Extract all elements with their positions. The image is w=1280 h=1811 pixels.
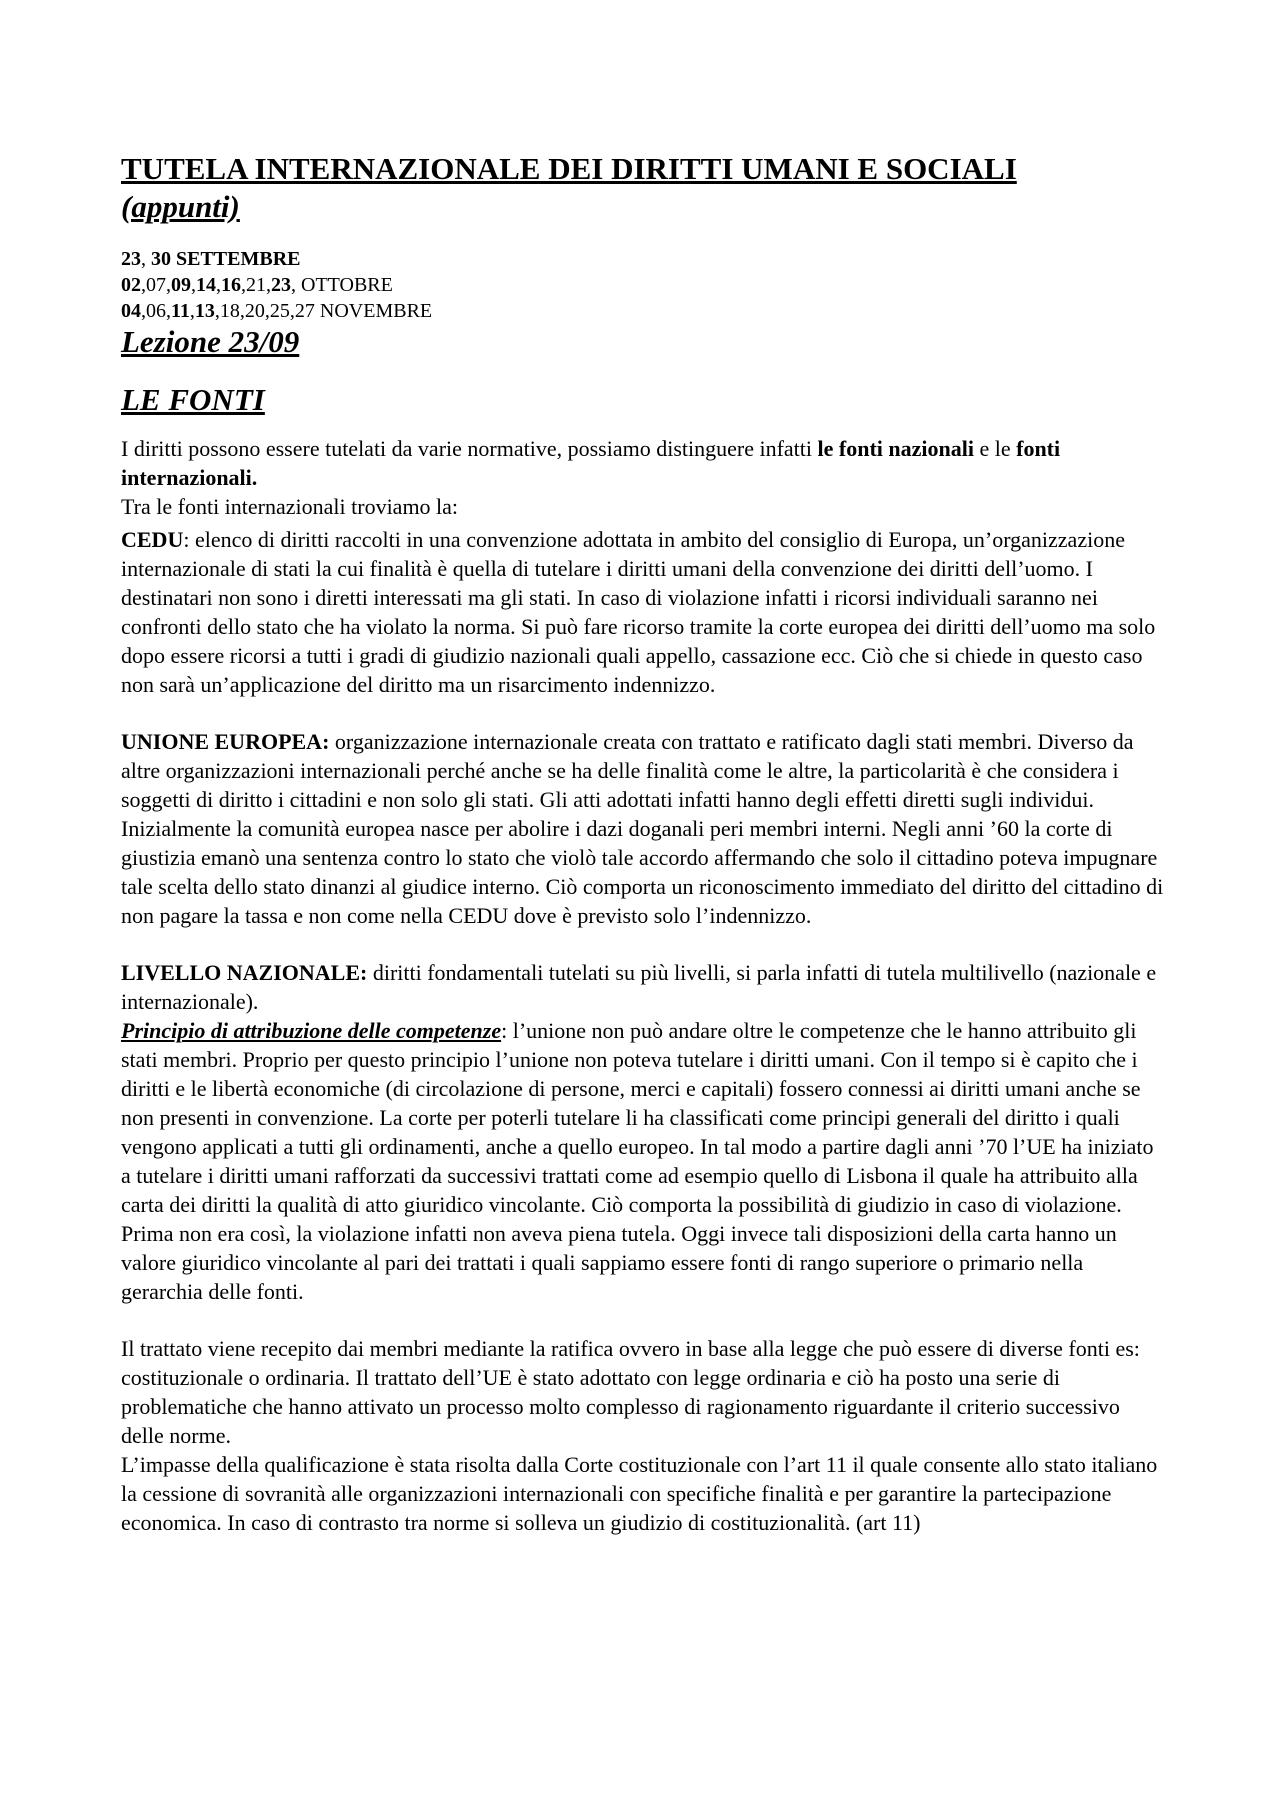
intro-paragraph <box>121 434 1166 492</box>
nazionale-term: LIVELLO NAZIONALE: <box>121 960 368 985</box>
date-segment: , OTTOBRE <box>291 274 393 296</box>
intro-text-2: e le <box>973 436 1017 461</box>
date-segment: 02 <box>121 274 141 296</box>
spacer <box>121 1306 1166 1334</box>
date-segment: 23 <box>271 274 291 296</box>
date-segment: , <box>141 248 151 270</box>
ue-paragraph <box>121 727 1166 930</box>
dates-november <box>121 298 1166 324</box>
trattato-paragraph: Il trattato viene recepito dai membri mediante la ratifica ovvero in base alla legge che può essere di diverse fonti es: costituzionale o ordinaria. Il trattato dell’UE è stato adottato con legge ordinaria e ciò ha posto una serie di problematiche che hanno attivato un processo molto complesso di ragionamento riguardante il criterio successivo delle norme. <box>121 1336 1140 1448</box>
dates-september <box>121 246 1166 272</box>
cedu-paragraph <box>121 525 1166 699</box>
date-segment: 23 <box>121 248 141 270</box>
date-segment: , <box>189 300 195 322</box>
spacer <box>121 930 1166 958</box>
nazionale-text: diritti fondamentali tutelati su più livelli, si parla infatti di tutela multilivello (nazionale e internazionale). <box>121 960 1157 1014</box>
lesson-heading: Lezione 23/09 <box>121 324 300 359</box>
section-heading: LE FONTI <box>121 382 265 417</box>
principle-text: : l’unione non può andare oltre le competenze che le hanno attribuito gli stati membri. Proprio per questo principio l’unione non poteva tutelare i diritti umani. Con il tempo si è capito che i diritti e le libertà economiche (di circolazione di persone, merci e capitali) fossero connessi ai diritti umani anche se non presenti in convenzione. La corte per poterli tutelare li ha classificati come principi generali del diritto i quali vengono applicati a tutti gli ordinamenti, anche a quello europeo. In tal modo a partire dagli anni ’70 l’UE ha iniziato a tutelare i diritti umani rafforzati da successivi trattati come ad esempio quello di Lisbona il quale ha attribuito alla carta dei diritti la qualità di atto giuridico vincolante. Ciò comporta la possibilità di giudizio in caso di violazione. Prima non era così, la violazione infatti non aveva piena tutela. Oggi invece tali disposizioni della carta hanno un valore giuridico vincolante al pari dei trattati i quali sappiamo essere fonti di rango superiore o primario nella gerarchia delle fonti. <box>121 1018 1154 1304</box>
date-segment: 14 <box>196 274 216 296</box>
ue-text: organizzazione internazionale creata con trattato e ratificato dagli stati membri. Diverso da altre organizzazioni internazionali perché anche se ha delle finalità come le altre, la particolarità è che considera i soggetti di diritto i cittadini e non solo gli stati. Gli atti adottati infatti hanno degli effetti diretti sugli individui. Inizialmente la comunità europea nasce per abolire i dazi doganali peri membri interni. Negli anni ’60 la corte di giustizia emanò una sentenza contro lo stato che violò tale accordo affermando che solo il cittadino poteva impugnare tale scelta dello stato dinanzi al giudice interno. Ciò comporta un riconoscimento immediato del diritto del cittadino di non pagare la tassa e non come nella CEDU dove è previsto solo l’indennizzo. <box>121 729 1164 928</box>
document-subtitle: (appunti) <box>121 189 240 224</box>
date-segment: 16 <box>221 274 241 296</box>
date-segment: ,06, <box>141 300 171 322</box>
date-segment: 11 <box>171 300 190 322</box>
document-page <box>121 150 1166 1537</box>
intro-bold-international: fonti internazionali. <box>121 436 1061 490</box>
date-segment: ,18,20,25,27 NOVEMBRE <box>214 300 433 322</box>
cedu-term: CEDU <box>121 527 184 552</box>
intro-bold-national: le fonti nazionali <box>817 436 974 461</box>
dates-october <box>121 272 1166 298</box>
date-segment: 04 <box>121 300 141 322</box>
intro-line-2: Tra le fonti internazionali troviamo la: <box>121 494 459 519</box>
date-segment: 30 SETTEMBRE <box>151 248 301 270</box>
date-segment: , <box>216 274 221 296</box>
principle-term: Principio di attribuzione delle competenze <box>121 1018 502 1043</box>
date-segment: , <box>191 274 196 296</box>
ue-term: UNIONE EUROPEA: <box>121 729 330 754</box>
date-segment: 09 <box>171 274 191 296</box>
document-title: TUTELA INTERNAZIONALE DEI DIRITTI UMANI E SOCIALI <box>121 151 1017 186</box>
date-segment: ,07, <box>141 274 171 296</box>
intro-text-1: I diritti possono essere tutelati da varie normative, possiamo distinguere infatti <box>121 436 818 461</box>
date-segment: ,21, <box>241 274 271 296</box>
spacer <box>121 699 1166 727</box>
principle-paragraph <box>121 1016 1166 1306</box>
cedu-text: : elenco di diritti raccolti in una convenzione adottata in ambito del consiglio di Europa, un’organizzazione internazionale di stati la cui finalità è quella di tutelare i diritti umani della convenzione dei diritti dell’uomo. I destinatari non sono i diretti interessati ma gli stati. In caso di violazione infatti i ricorsi individuali saranno nei confronti dello stato che ha violato la norma. Si può fare ricorso tramite la corte europea dei diritti dell’uomo ma solo dopo essere ricorsi a tutti i gradi di giudizio nazionali quali appello, cassazione ecc. Ciò che si chiede in questo caso non sarà un’applicazione del diritto ma un risarcimento indennizzo. <box>121 527 1156 697</box>
impasse-paragraph: L’impasse della qualificazione è stata risolta dalla Corte costituzionale con l’art 11 il quale consente allo stato italiano la cessione di sovranità alle organizzazioni internazionali con specifiche finalità e per garantire la partecipazione economica. In caso di contrasto tra norme si solleva un giudizio di costituzionalità. (art 11) <box>121 1452 1158 1535</box>
nazionale-paragraph <box>121 958 1166 1016</box>
date-segment: 13 <box>194 300 215 322</box>
lesson-dates <box>121 246 1166 324</box>
